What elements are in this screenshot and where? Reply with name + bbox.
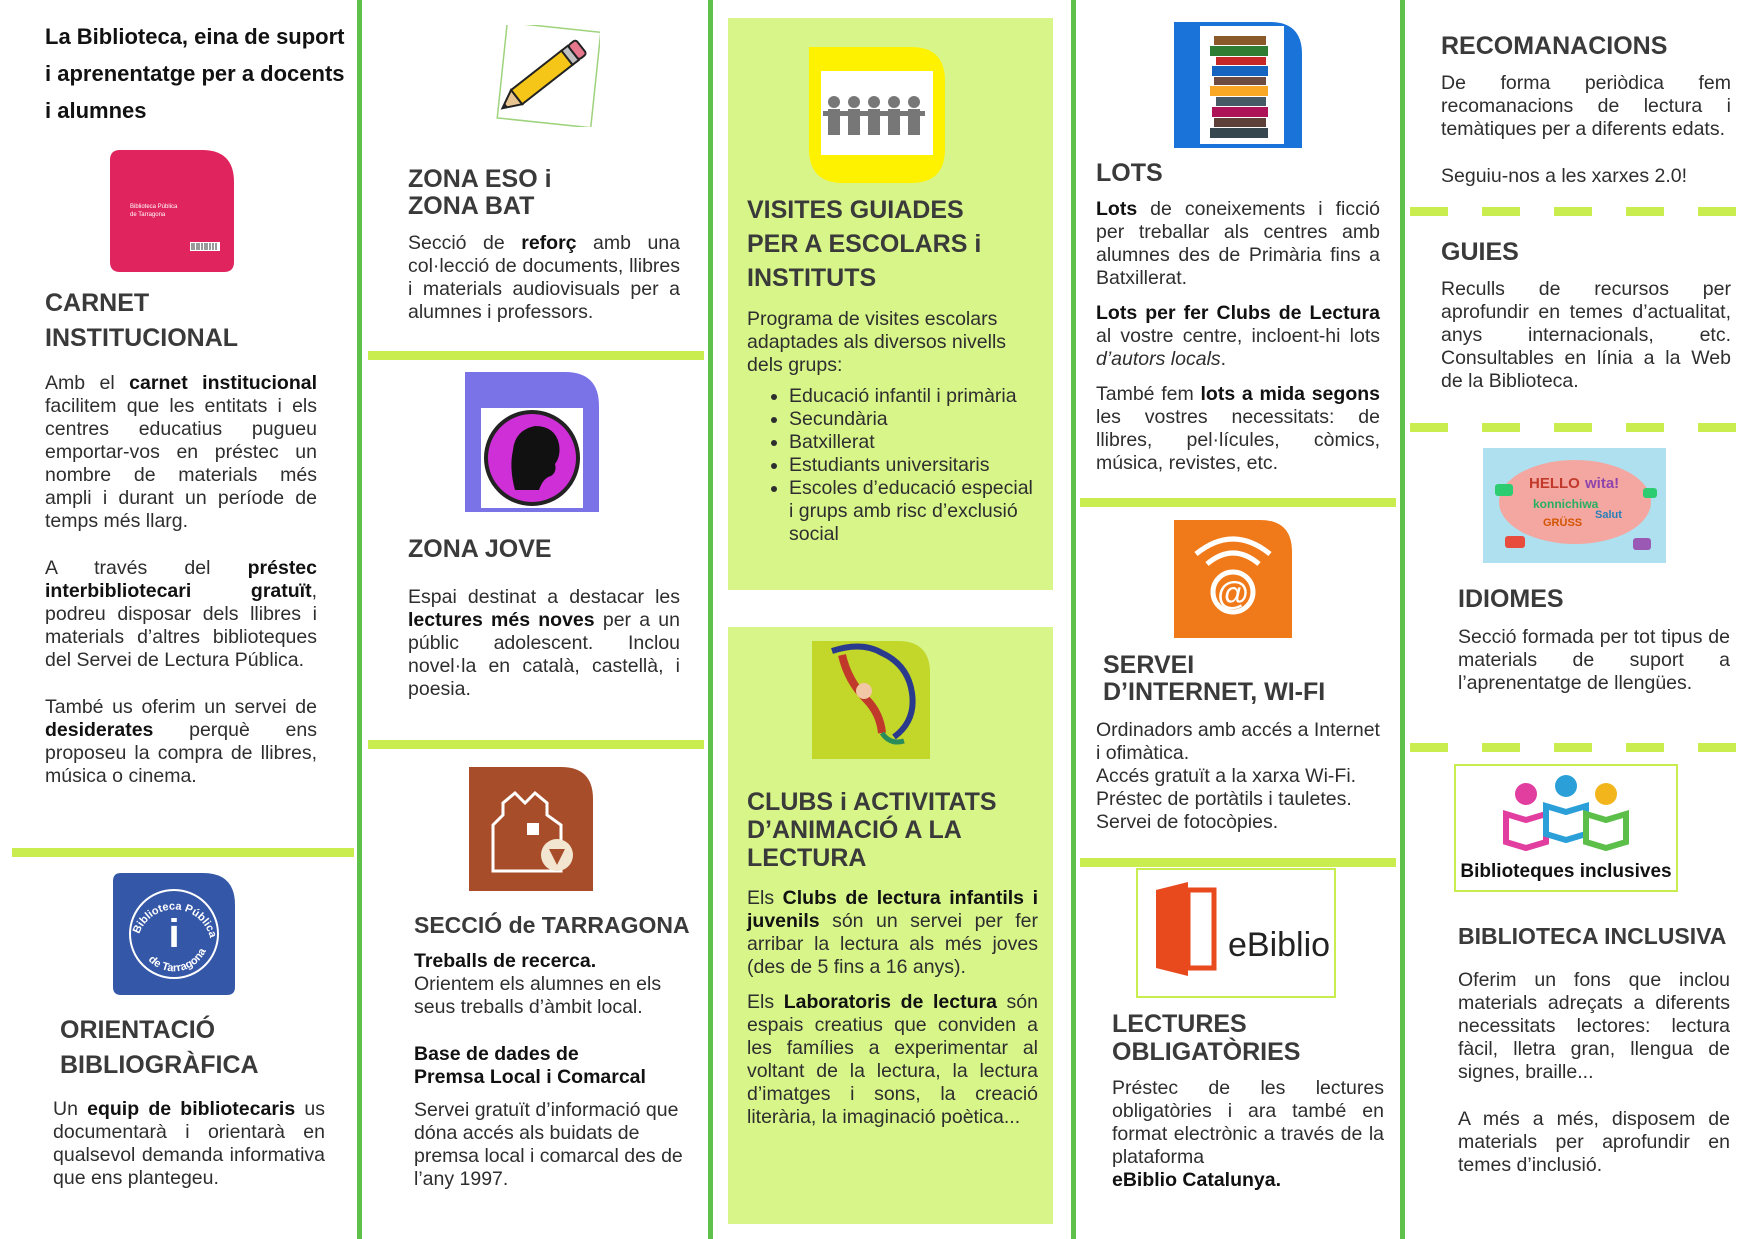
lectures-heading-line2: OBLIGATÒRIES (1112, 1038, 1301, 1066)
text: A més a més, disposem de materials per aprofundir en temes d’inclusió. (1458, 1108, 1730, 1176)
zona-eso-heading (408, 166, 552, 220)
dashed-separator (1410, 743, 1754, 752)
recomanacions-text (1441, 72, 1731, 188)
text: Amb el (45, 372, 130, 394)
text: Orientem els alumnes en els seus treballs d’àmbit local. (414, 973, 662, 1018)
orientacio-heading-line1: ORIENTACIÓ (60, 1016, 216, 1044)
ebiblio-logo-text: eBiblio (1228, 926, 1331, 964)
zona-jove-heading: ZONA JOVE (408, 535, 552, 563)
zona-eso-text (408, 232, 680, 324)
list-item: • Escoles d’educació especial i grups amb risc d’exclusió social (789, 477, 1037, 546)
text: us documentarà i orientarà en qualsevol demanda informativa que ens plantegeu. (53, 1098, 325, 1189)
word: HELLO (1529, 475, 1580, 492)
wifi-at-icon (1174, 520, 1292, 638)
clubs-heading-line2: D’ANIMACIÓ A LA (747, 816, 962, 844)
text: Servei gratuït d’informació que dóna accés als buidats de premsa local i comarcal des de l’any 1997. (414, 1099, 683, 1190)
clubs-heading-line1: CLUBS i ACTIVITATS (747, 788, 997, 816)
text-italic: d’autors locals (1096, 348, 1221, 370)
text: de coneixements i ficció per treballar als centres amb alumnes des de Primària fins a Batxillerat. (1096, 198, 1380, 289)
text: perquè ens proposeu la compra de llibres, música o cinema. (45, 719, 317, 787)
text: Programa de visites escolars adaptades als diversos nivells dels grups: (747, 308, 1007, 376)
tarragona-section-icon (469, 767, 593, 891)
svg-text:@: @ (1217, 575, 1249, 611)
text: Préstec de portàtils i tauletes. (1096, 788, 1352, 810)
tarragona-heading: SECCIÓ de TARRAGONA (414, 912, 690, 938)
inclusiva-heading: BIBLIOTECA INCLUSIVA (1458, 923, 1727, 949)
zona-eso-heading-line2: ZONA BAT (408, 192, 535, 220)
text-bold: eBiblio Catalunya. (1112, 1169, 1282, 1191)
visites-heading-line3: INSTITUTS (747, 264, 877, 292)
text: al vostre centre, incloent-hi lots (1096, 325, 1380, 347)
word: Salut (1595, 509, 1622, 521)
text: són espais creatius que conviden a les famílies a experimentar al voltant de la lectura, la lectura d’imatges i sons, la creació literària, la imaginació poètica... (747, 991, 1038, 1128)
list-item: • Estudiants universitaris (789, 454, 1037, 477)
lectures-heading-line1: LECTURES (1112, 1010, 1247, 1038)
lectures-text (1112, 1077, 1384, 1192)
tarragona-text (414, 950, 686, 1191)
carnet-text (45, 372, 317, 788)
text: . (1220, 348, 1227, 370)
text-bold: lots a mida segons (1200, 383, 1380, 405)
ebiblio-logo-icon (1136, 868, 1336, 998)
text-bold: Premsa Local i Comarcal (414, 1066, 646, 1088)
library-card-icon (110, 150, 234, 272)
text: Accés gratuït a la xarxa Wi-Fi. (1096, 765, 1357, 787)
internet-heading-line2: D’INTERNET, WI-FI (1103, 678, 1326, 706)
lots-heading: LOTS (1096, 159, 1163, 187)
text-bold: Base de dades de (414, 1043, 579, 1065)
text: Secció de (408, 232, 522, 254)
list-item: • Secundària (789, 408, 1037, 431)
text: A través del (45, 557, 248, 579)
idiomes-text: Secció formada per tot tipus de materials de suport a l’aprenentatge de llengües. (1458, 626, 1730, 694)
column-divider (357, 0, 362, 1239)
text-bold: reforç (521, 232, 577, 254)
card-text-2: de Tarragona (130, 212, 166, 218)
text-bold: equip de bibliotecaris (87, 1098, 296, 1120)
visites-list (747, 385, 1037, 546)
text: facilitem que les entitats i els centres educatius pugueu emportar-vos en préstec un nombre de materials més ampli i durant un període de temps més llarg. (45, 395, 317, 532)
section-separator (1080, 858, 1396, 867)
text: Oferim un fons que inclou materials adreçats a diferents necessitats lectores: lectura fàcil, lletra gran, llengua de signes, braille... (1458, 969, 1730, 1083)
carnet-heading (45, 289, 238, 353)
text: Un (53, 1098, 88, 1120)
carnet-heading-line2: INSTITUCIONAL (45, 324, 239, 352)
orientacio-heading (60, 1016, 259, 1080)
clubs-heading (747, 788, 997, 872)
orientacio-text (53, 1098, 325, 1190)
internet-text (1096, 719, 1380, 834)
library-logo-icon (113, 873, 235, 995)
section-separator (368, 740, 704, 749)
text: per a un públic adolescent. Inclou novel·la en català, castellà, i poesia. (408, 609, 680, 700)
guies-text: Reculls de recursos per aprofundir en temes d’actualitat, anys internacionals, etc. Consultables en línia a la Web de la Biblioteca. (1441, 278, 1731, 392)
section-separator (12, 848, 354, 857)
inclusive-libraries-logo-icon (1454, 764, 1678, 892)
carnet-heading-line1: CARNET (45, 289, 150, 317)
dashed-separator (1410, 207, 1754, 216)
logo-arc-top: Biblioteca Pública (130, 900, 219, 940)
section-separator (368, 351, 704, 360)
section-separator (1080, 498, 1396, 507)
text: Ordinadors amb accés a Internet i ofimàtica. (1096, 719, 1380, 764)
dashed-separator (1410, 423, 1754, 432)
clubs-heading-line3: LECTURA (747, 844, 867, 872)
inclusive-logo-text: Biblioteques inclusives (1460, 861, 1672, 882)
zona-eso-heading-line1: ZONA ESO i (408, 165, 552, 193)
word: konnichiwa (1533, 497, 1599, 511)
text: Servei de fotocòpies. (1096, 811, 1279, 833)
silhouette-head-icon (465, 372, 599, 512)
text: són un servei per fer arribar la lectura als més joves (des de 5 fins a 16 anys). (747, 910, 1038, 978)
clubs-text (747, 887, 1038, 1129)
visites-heading (747, 193, 981, 295)
text-bold: lectures més noves (408, 609, 595, 631)
text: Seguiu-nos a les xarxes 2.0! (1441, 165, 1688, 187)
internet-heading-line1: SERVEI (1103, 651, 1195, 679)
visites-heading-line2: PER A ESCOLARS i (747, 230, 982, 258)
text: Espai destinat a destacar les (408, 586, 680, 608)
column-divider (1071, 0, 1076, 1239)
logo-i: i (168, 912, 180, 956)
text: Els (747, 887, 783, 909)
zona-jove-text (408, 586, 680, 701)
lots-text (1096, 198, 1380, 475)
list-item: • Batxillerat (789, 431, 1037, 454)
text-bold: Clubs de lectura infantils i juvenils (747, 887, 1038, 932)
text: Préstec de les lectures obligatòries i ara també en format electrònic a través de la plataforma (1112, 1077, 1384, 1168)
word: wita! (1585, 475, 1620, 492)
text-bold: Laboratoris de lectura (783, 991, 997, 1013)
pencil-icon (488, 25, 600, 127)
text: , podreu disposar dels llibres i materials d’altres biblioteques del Servei de Lectura Pública. (45, 580, 317, 671)
people-chain-icon (809, 47, 945, 183)
book-stack-icon (1174, 22, 1302, 148)
text-bold: carnet institucional (129, 372, 317, 394)
text: les vostres necessitats: de llibres, pel·lícules, còmics, música, revistes, etc. (1096, 406, 1380, 474)
text-bold: Lots (1096, 198, 1138, 220)
recomanacions-heading: RECOMANACIONS (1441, 32, 1668, 60)
languages-word-cloud-icon (1483, 448, 1666, 563)
text: També us oferim un servei de (45, 696, 317, 718)
text-bold: Treballs de recerca. (414, 950, 597, 972)
text: També fem (1096, 383, 1201, 405)
inclusiva-text (1458, 969, 1730, 1177)
text-bold: Lots per fer Clubs de Lectura (1096, 302, 1380, 324)
word: GRÜSS (1543, 517, 1583, 529)
idiomes-heading: IDIOMES (1458, 585, 1564, 613)
column-divider (1400, 0, 1405, 1239)
visites-text (747, 308, 1037, 546)
text-bold: préstec interbibliotecari gratuït (45, 557, 317, 602)
guies-heading: GUIES (1441, 238, 1519, 266)
card-text-1: Biblioteca Pública (130, 204, 178, 210)
list-item: • Educació infantil i primària (789, 385, 1037, 408)
orientacio-heading-line2: BIBLIOGRÀFICA (60, 1051, 259, 1079)
brochure-title: La Biblioteca, eina de suport i aprenentatge per a docents i alumnes (45, 24, 345, 123)
internet-heading (1103, 652, 1325, 706)
text-bold: desiderates (45, 719, 154, 741)
text: Els (747, 991, 784, 1013)
text: amb una col·lecció de documents, llibres i materials audiovisuals per a alumnes i professors. (408, 232, 680, 323)
lectures-heading (1112, 1010, 1300, 1066)
text: De forma periòdica fem recomanacions de lectura i temàtiques per a diferents edats. (1441, 72, 1731, 140)
mermaid-reading-icon (812, 641, 930, 759)
logo-arc-bottom: de Tarragona (146, 946, 209, 975)
column-divider (708, 0, 713, 1239)
visites-heading-line1: VISITES GUIADES (747, 196, 964, 224)
